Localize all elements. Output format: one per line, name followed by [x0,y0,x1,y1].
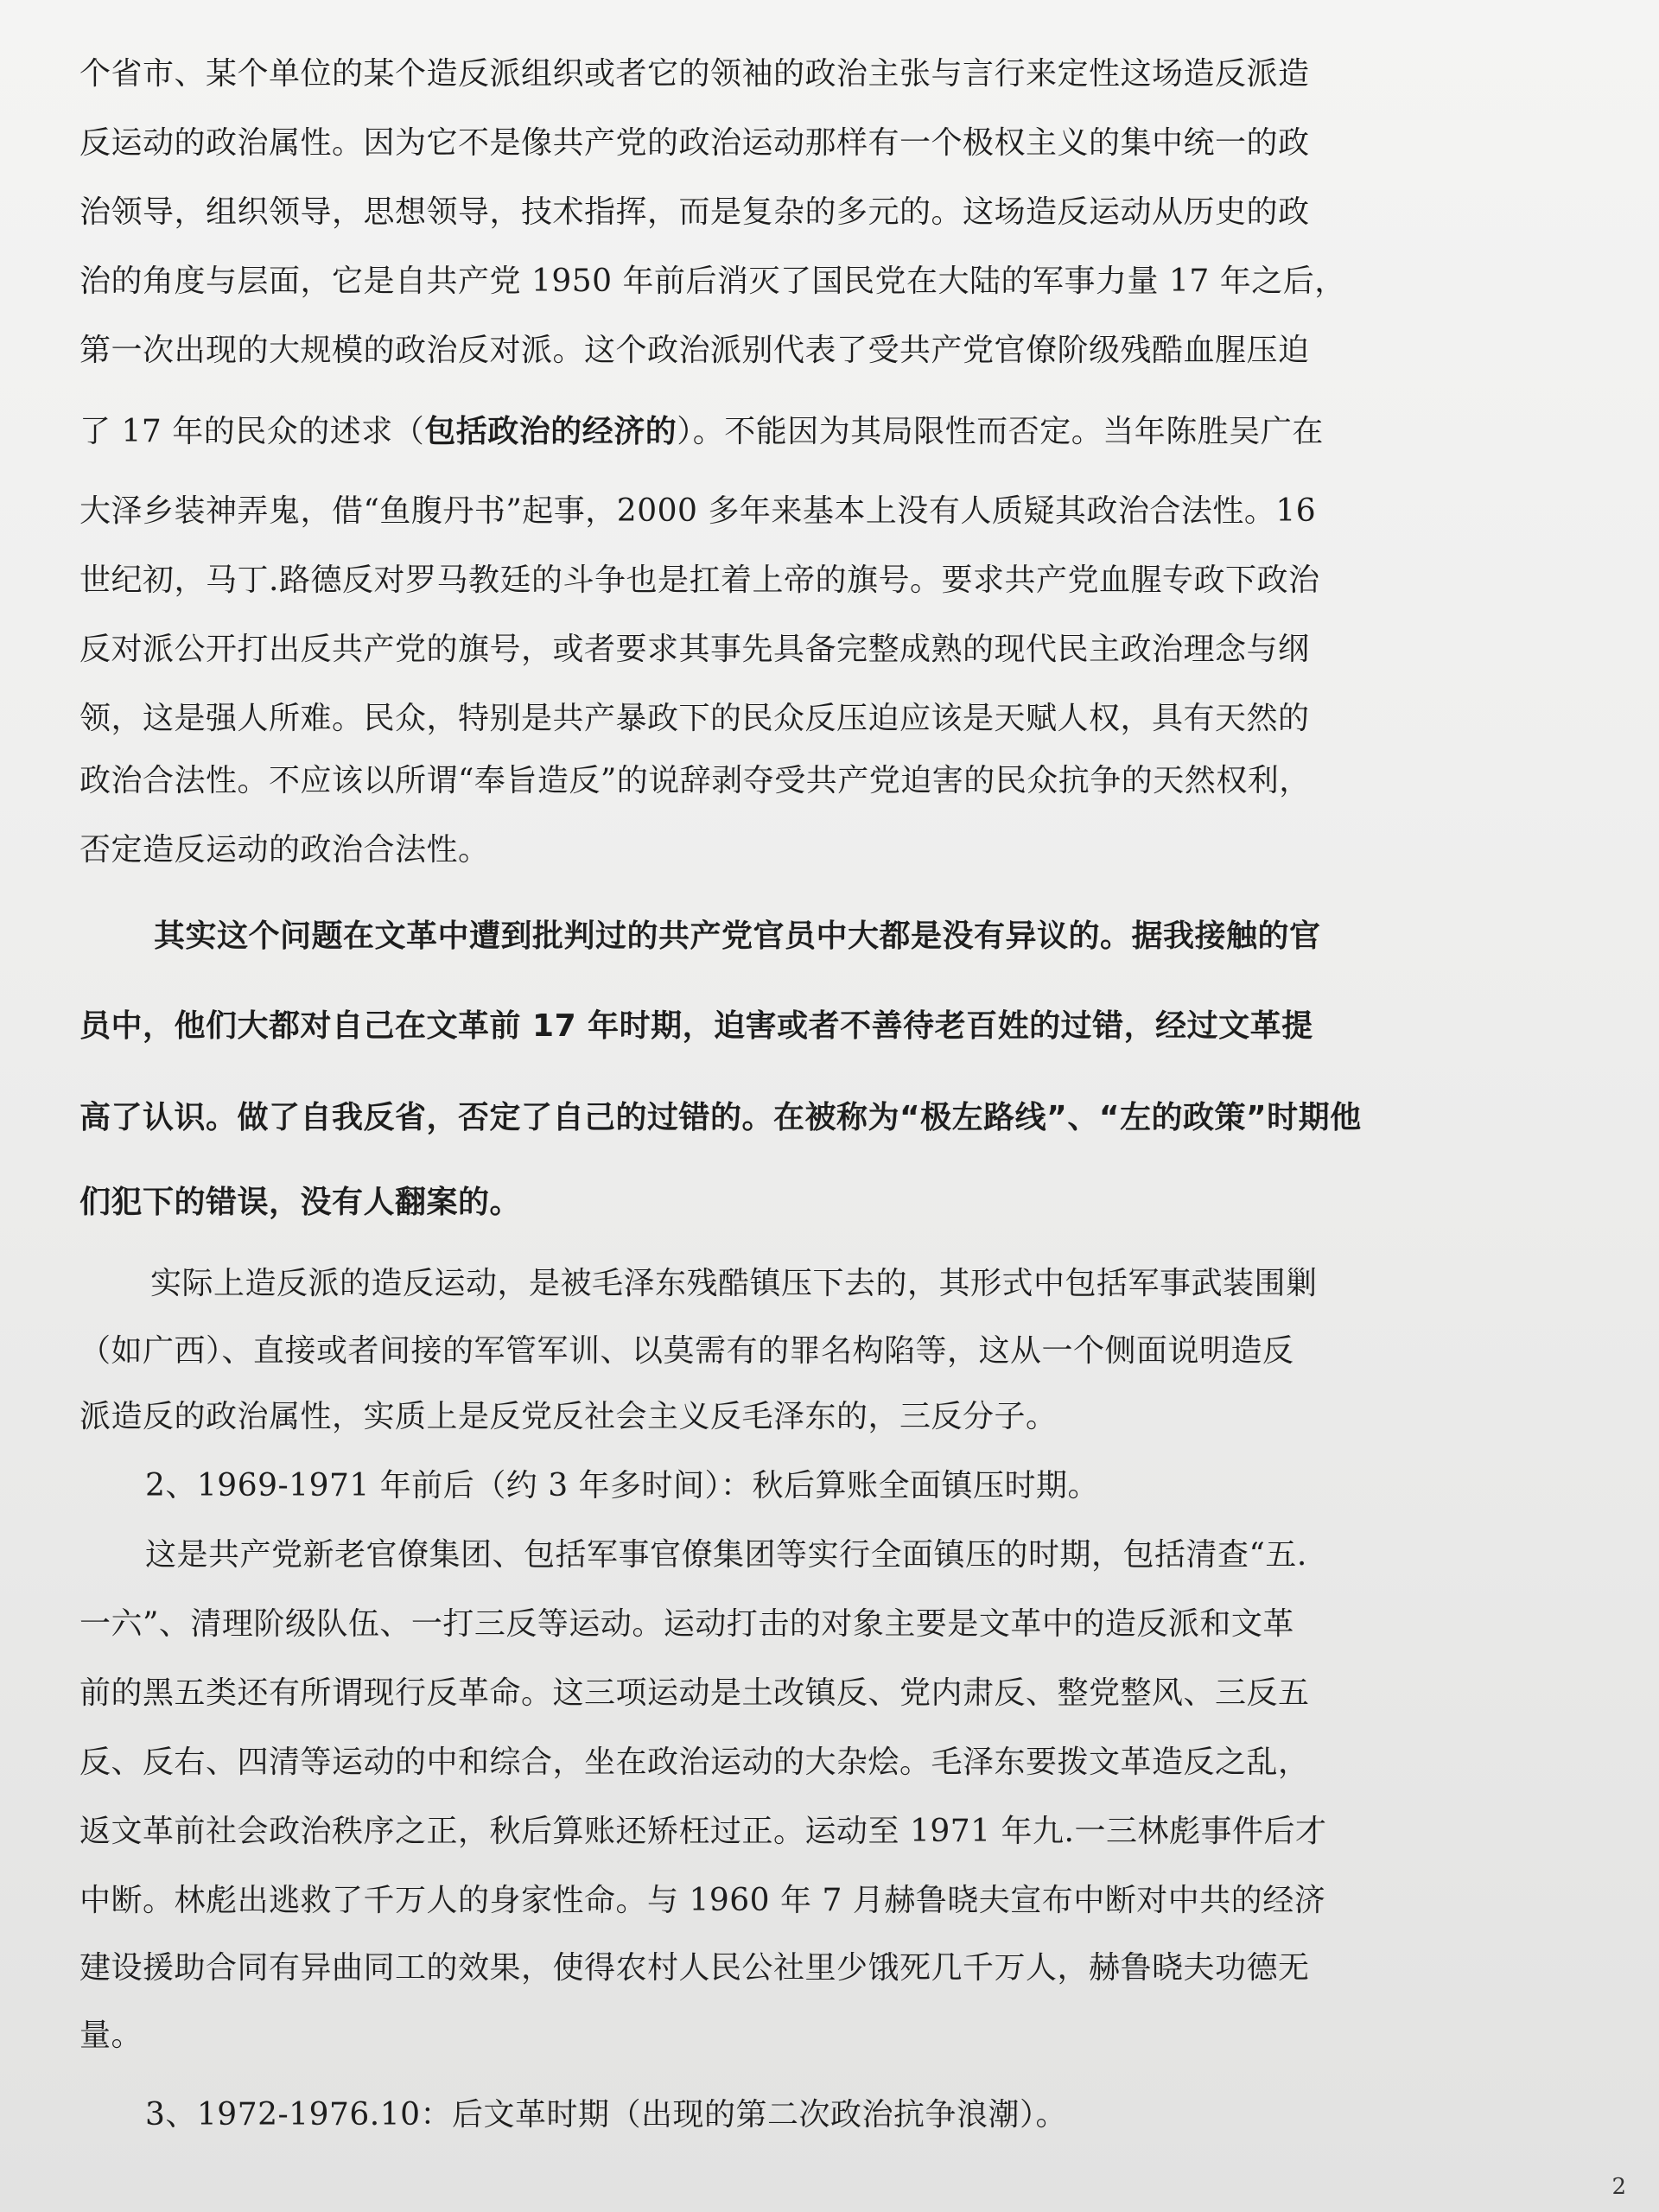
text-line: 第一次出现的大规模的政治反对派。这个政治派别代表了受共产党官僚阶级残酷血腥压迫 [79,333,1310,368]
text-line: 返文革前社会政治秩序之正，秋后算账还矫枉过正。运动至 1971 年九.一三林彪事件后才 [79,1814,1327,1849]
text-line: 个省市、某个单位的某个造反派组织或者它的领袖的政治主张与言行来定性这场造反派造 [79,56,1310,92]
text-line: 反对派公开打出反共产党的旗号，或者要求其事先具备完整成熟的现代民主政治理念与纲 [79,632,1310,667]
text-line: 实际上造反派的造反运动，是被毛泽东残酷镇压下去的，其形式中包括军事武装围剿 [150,1266,1318,1301]
text-line: 治领导，组织领导，思想领导，技术指挥，而是复杂的多元的。这场造反运动从历史的政 [79,194,1310,230]
text-line: 一六”、清理阶级队伍、一打三反等运动。运动打击的对象主要是文革中的造反派和文革 [79,1606,1294,1642]
bold-text-segment: 包括政治的经济的 [424,414,677,449]
text-line: 治的角度与层面，它是自共产党 1950 年前后消灭了国民党在大陆的军事力量 17 年之后， [79,264,1346,299]
text-line: 量。 [79,2018,143,2053]
text-line: 领，这是强人所难。民众，特别是共产暴政下的民众反压迫应该是天赋人权，具有天然的 [79,701,1310,736]
text-line: 派造反的政治属性，实质上是反党反社会主义反毛泽东的，三反分子。 [79,1399,1058,1434]
text-line: 大泽乡装神弄鬼，借“鱼腹丹书”起事，2000 多年来基本上没有人质疑其政治合法性。16 [79,493,1317,529]
bold-text-line: 员中，他们大都对自己在文革前 17 年时期，迫害或者不善待老百姓的过错，经过文革提 [79,1008,1313,1044]
text-line: （如广西）、直接或者间接的军管军训、以莫需有的罪名构陷等，这从一个侧面说明造反 [79,1333,1294,1369]
text-line: 反运动的政治属性。因为它不是像共产党的政治运动那样有一个极权主义的集中统一的政 [79,125,1310,161]
text-segment: 了 17 年的民众的述求（ [79,414,425,449]
section-heading: 2、1969-1971 年前后（约 3 年多时间）：秋后算账全面镇压时期。 [145,1468,1100,1503]
bold-text-line: 其实这个问题在文革中遭到批判过的共产党官员中大都是没有异议的。据我接触的官 [154,918,1321,954]
text-line: 反、反右、四清等运动的中和综合，坐在政治运动的大杂烩。毛泽东要拨文革造反之乱， [79,1745,1310,1780]
text-line: 政治合法性。不应该以所谓“奉旨造反”的说辞剥夺受共产党迫害的民众抗争的天然权利， [79,763,1311,798]
text-line: 否定造反运动的政治合法性。 [79,832,490,868]
bold-text-line: 高了认识。做了自我反省，否定了自己的过错的。在被称为“极左路线”、“左的政策”时期他 [79,1100,1362,1135]
text-line: 中断。林彪出逃救了千万人的身家性命。与 1960 年 7 月赫鲁晓夫宣布中断对中共的经济 [79,1883,1326,1918]
text-segment: ）。不能因为其局限性而否定。当年陈胜吴广在 [677,414,1324,449]
text-line-mixed [79,411,1462,453]
section-heading: 3、1972-1976.10：后文革时期（出现的第二次政治抗争浪潮）。 [145,2097,1068,2133]
text-line: 这是共产党新老官僚集团、包括军事官僚集团等实行全面镇压的时期，包括清查“五. [145,1537,1307,1573]
bold-text-line: 们犯下的错误，没有人翻案的。 [79,1185,522,1220]
text-line: 前的黑五类还有所谓现行反革命。这三项运动是土改镇反、党内肃反、整党整风、三反五 [79,1675,1310,1711]
page-number: 2 [1611,2174,1626,2200]
text-line: 世纪初，马丁.路德反对罗马教廷的斗争也是扛着上帝的旗号。要求共产党血腥专政下政治 [79,563,1320,598]
text-line: 建设援助合同有异曲同工的效果，使得农村人民公社里少饿死几千万人，赫鲁晓夫功德无 [79,1950,1310,1986]
